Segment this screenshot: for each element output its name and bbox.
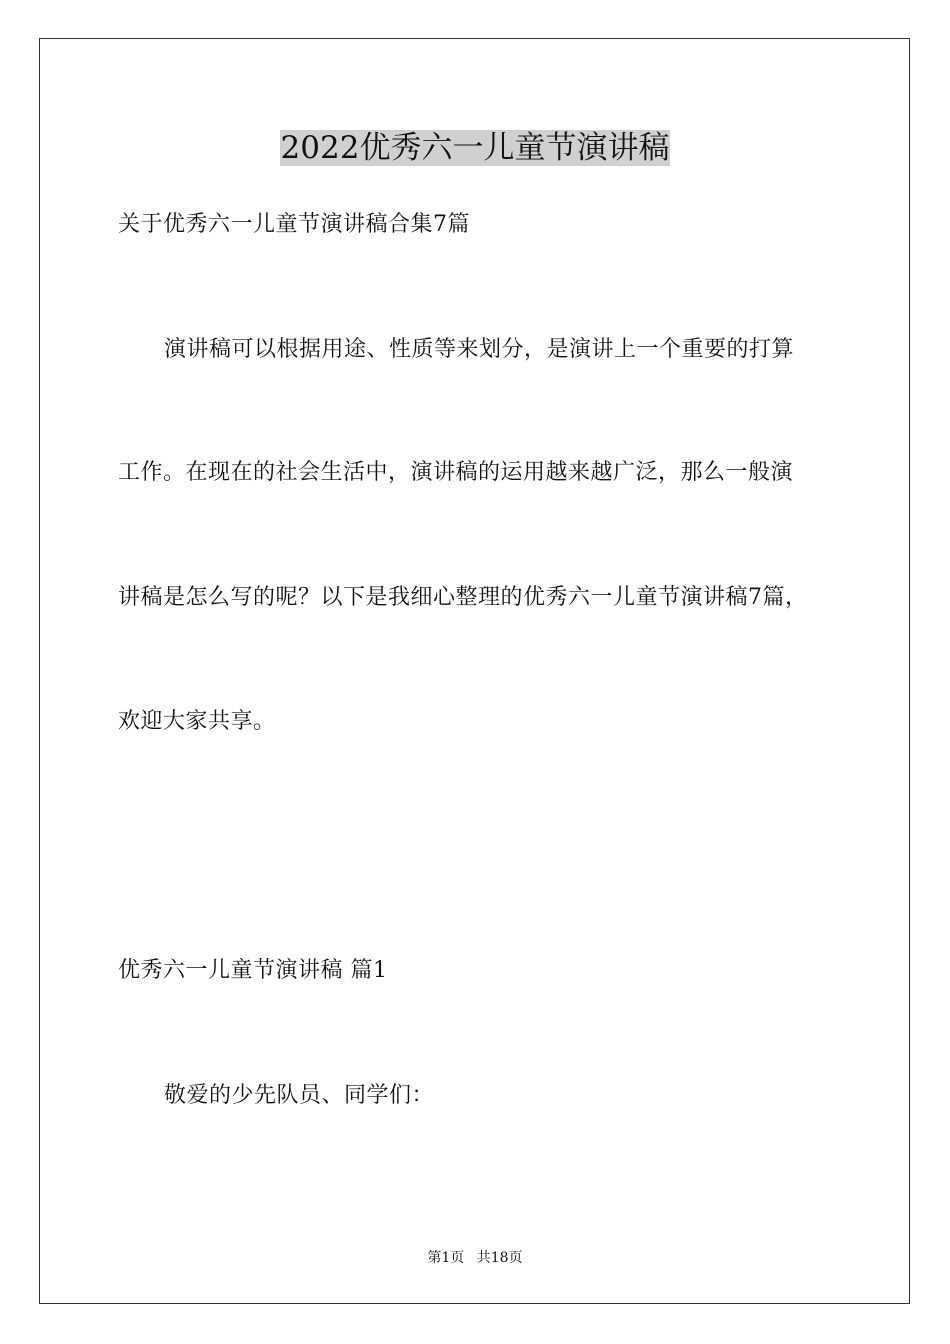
title-text: 2022优秀六一儿童节演讲稿: [280, 130, 670, 166]
page-total: 共18页: [476, 1250, 523, 1266]
intro-line-4: 欢迎大家共享。: [118, 709, 276, 734]
page-footer: [0, 1248, 950, 1268]
intro-line-2: 工作。在现在的社会生活中，演讲稿的运用越来越广泛，那么一般演: [118, 460, 794, 485]
intro-line-3: 讲稿是怎么写的呢？以下是我细心整理的优秀六一儿童节演讲稿7篇，: [118, 585, 808, 610]
section-heading: 优秀六一儿童节演讲稿 篇1: [118, 958, 388, 983]
subtitle: 关于优秀六一儿童节演讲稿合集7篇: [118, 212, 470, 237]
greeting: 敬爱的少先队员、同学们：: [164, 1083, 435, 1108]
intro-line-1: 演讲稿可以根据用途、性质等来划分，是演讲上一个重要的打算: [164, 337, 795, 362]
page-current: 第1页: [427, 1250, 465, 1266]
document-title: [0, 128, 950, 168]
